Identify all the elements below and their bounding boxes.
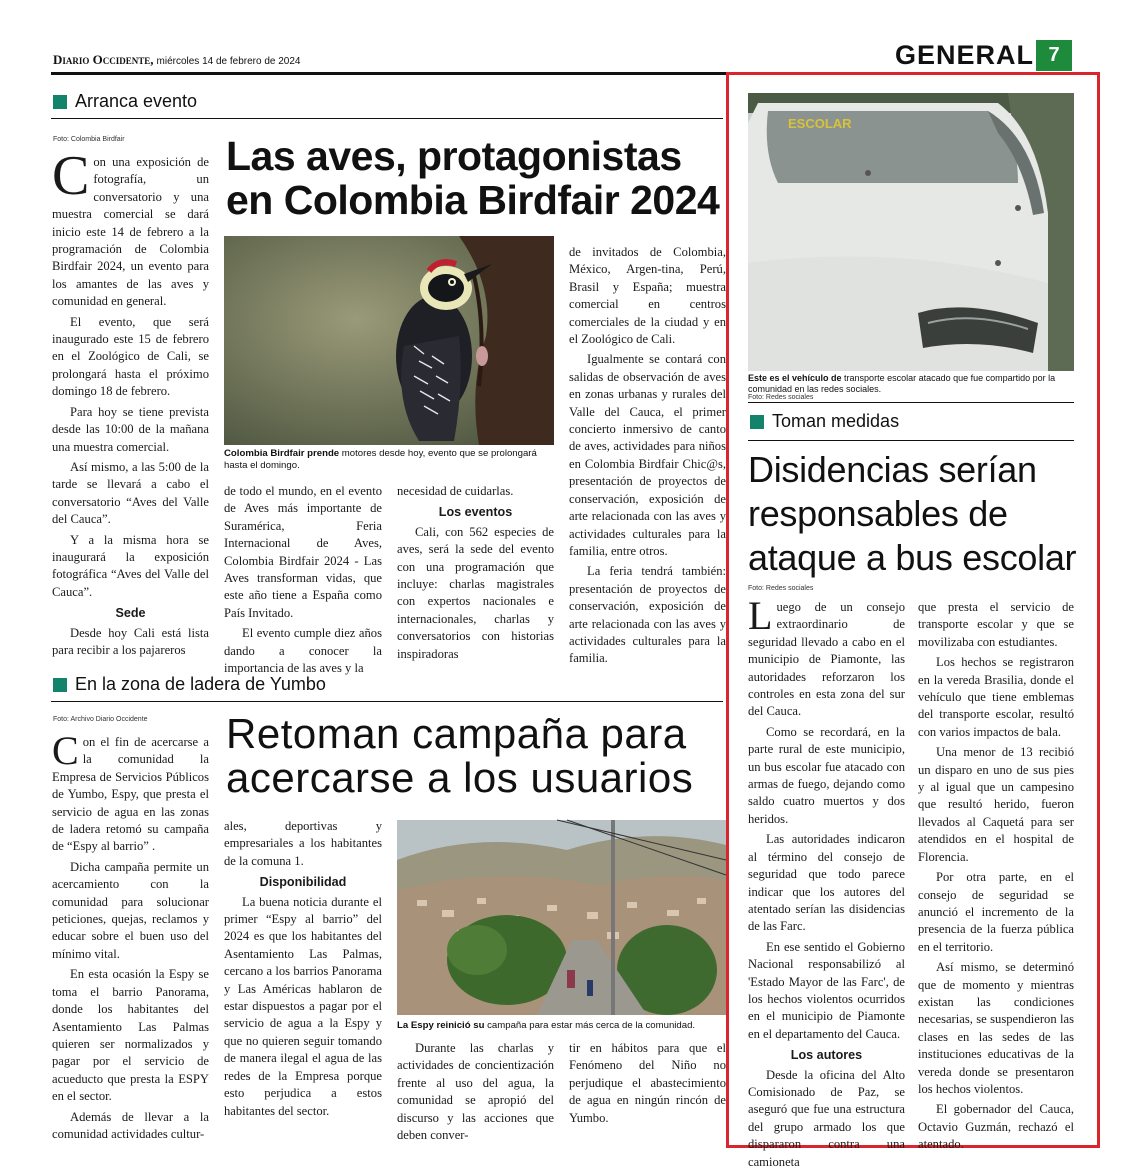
article-column: necesidad de cuidarlas. Los eventos Cali, con 562 especies de aves, será la sede del evento con una programación que incluye: charlas magistrales con expertos nacionales e internacionales, charlas y conversatorios con historias inspiradoras: [397, 484, 554, 661]
divider: [748, 402, 1074, 403]
article-column: Con el fin de acercarse a la comunidad la Empresa de Servicios Públicos de Yumbo, Espy, que presta el servicio de agua en las zonas de ladera retomó su campaña de “Espy al barrio” . Dicha campaña permite un acercamiento con la comunidad para solucionar peticiones, quejas, reclamos y educar sobre el buen uso del mínimo vital. En esta ocasión la Espy se toma el barrio Panorama, donde los habitantes del Asentamiento Las Palmas quieren ser normalizados y pagar por el servicio de acueducto que presta la ESPY en el sector. Además de llevar a la comunidad actividades cultur-: [52, 728, 209, 1141]
photo-caption: Este es el vehículo de transporte escolar atacado que fue compartido por la comunidad en las redes sociales.: [748, 373, 1056, 394]
drop-cap: C: [52, 728, 79, 773]
article-column: ales, deportivas y empresariales a los habitantes de la comuna 1. Disponibilidad La buena noticia durante el primer “Espy al barrio” del 2024 es que los habitantes del Asentamiento Las Palmas, cercano a los barrios Panorama y Las Américas hablaron de estar dispuestos a pagar por el servicio de agua a la Espy y que no quieren seguir tomando de manera ilegal el agua de las redes de la Empresa porque esto perjudica a estos habitantes del sector.: [224, 819, 382, 1118]
photo-credit: Foto: Archivo Diario Occidente: [53, 716, 148, 723]
drop-cap: L: [748, 593, 773, 638]
photo-caption: La Espy reinició su campaña para estar más cerca de la comunidad.: [397, 1020, 696, 1031]
article-column: Durante las charlas y actividades de concientización frente al uso del agua, la comunidad se apropió del discurso y las acciones que deben conver-: [397, 1041, 554, 1143]
page-number: 7: [1048, 44, 1060, 66]
article-column: de todo el mundo, en el evento de Aves más importante de Suramérica, Feria Internacional de Aves, Colombia Birdfair 2024 - Las Aves transforman vidas, que este año tiene a España como País Invitado. El evento cumple diez años dando a conocer la importancia de las aves y la: [224, 484, 382, 676]
article-column: Con una exposición de fotografía, un conversatorio y una muestra comercial se dará inicio este 14 de febrero a la programación de Colombia Birdfair 2024, un evento para los amantes de las aves y comunidad en general. El evento, que será inaugurado este 15 de febrero en el Zoológico de Cali, se prolongará hasta el próximo domingo 18 de febrero. Para hoy se tiene prevista desde las 10:00 de la mañana una muestra comercial. Así mismo, a las 5:00 de la tarde se llevará a cabo el conversatorio “Aves del Valle del Cauca”. Y a la misma hora se inaugurará la exposición fotográfica “Aves del Valle del Cauca”. Sede Desde hoy Cali está lista para recibir a los pajareros: [52, 145, 209, 657]
neighborhood-photo: [397, 820, 726, 1015]
section-marker-icon: [53, 678, 67, 692]
subhead-sede: Sede: [115, 606, 146, 621]
article-column: que presta el servicio de transporte escolar y que se movilizaba con estudiantes. Los hechos se registraron en la vereda Brasilia, donde el vehículo que tiene emblemas del transporte escolar, resultó con varios impactos de bala. Una menor de 13 recibió un disparo en uno de sus pies y al igual que un campesino que resultó herido, fueron llevados al Caquetá para ser atendidos en el hospital de Florencia. Por otra parte, en el consejo de seguridad se anunció el incremento de la presencia de la fuerza pública en el territorio. Así mismo, se determinó que de momento y mientras existan las condiciones necesarias, se suspendieron las clases en las sedes de las instituciones educativas de la vereda donde se presentaron los hechos violentos. El gobernador del Cauca, Octavio Guzmán, rechazó el atentado.: [918, 600, 1074, 1152]
section-label-arranca: Arranca evento: [53, 91, 197, 112]
article-column: Luego de un consejo extraordinario de seguridad llevado a cabo en el municipio de Piamonte, las autoridades reforzaron los controles en esta zona del sur del Cauca. Como se recordará, en la parte rural de este municipio, un bus escolar fue atacado con armas de fuego, dejando como saldo cuatro muertos y dos heridos. Las autoridades indicaron al término del consejo de seguridad que todo parece indicar que los autores del atentado serían las disidencias de las Farc. En ese sentido el Gobierno Nacional responsabilizó al 'Estado Mayor de las Farc', de los hechos violentos ocurridos en el municipio de Piamonte en el departamento del Cauca. Los autores Desde la oficina del Alto Comisionado de Paz, se aseguró que fue una estructura del grupo armado los que dispararon contra una camioneta: [748, 593, 905, 1169]
section-label-yumbo: En la zona de ladera de Yumbo: [53, 674, 326, 695]
paper-name: Diario Occidente,: [53, 52, 154, 67]
section-title: GENERAL: [895, 40, 1035, 70]
subhead-autores: Los autores: [790, 1048, 863, 1063]
drop-cap: C: [52, 145, 90, 207]
subhead-disponibilidad: Disponibilidad: [259, 875, 347, 890]
section-marker-icon: [53, 95, 67, 109]
bus-text: ESCOLAR: [788, 116, 852, 131]
section-marker-icon: [750, 415, 764, 429]
divider: [51, 118, 723, 119]
headline-birdfair: Las aves, protagonistas en Colombia Birdfair 2024: [226, 133, 720, 223]
photo-caption: Colombia Birdfair prende motores desde hoy, evento que se prolongará hasta el domingo.: [224, 448, 537, 471]
subhead-eventos: Los eventos: [438, 505, 513, 520]
section-label-toman: Toman medidas: [750, 411, 899, 432]
divider: [748, 440, 1074, 441]
masthead: [53, 52, 301, 68]
bird-photo: [224, 236, 554, 445]
article-column: tir en hábitos para que el Fenómeno del Niño no perjudique el abastecimiento de agua en ningún rincón de Yumbo.: [569, 1041, 726, 1125]
headline-retoman: Retoman campaña para acercarse a los usuarios: [226, 710, 694, 801]
photo-credit: Foto: Redes sociales: [748, 394, 814, 401]
school-bus-photo: [748, 93, 1074, 371]
page-number-badge: [1036, 40, 1072, 71]
divider: [51, 701, 723, 702]
photo-credit: Foto: Colombia Birdfair: [53, 136, 125, 143]
photo-credit: Foto: Redes sociales: [748, 585, 814, 592]
article-column: de invitados de Colombia, México, Argen-tina, Perú, Brasil y España; muestra comercial en centros comerciales de la ciudad y en el Zoológico de Cali. Igualmente se contará con salidas de observación de aves en zonas urbanas y rurales del Valle del Cauca, el primer concierto inmersivo de canto de aves, actividades para niños en Colombia Birdfair Chic@s, presentación de proyectos de conservación, exposición de arte relacionada con las aves y actividades culturales para la familia, entre otros. La feria tendrá también: presentación de proyectos de conservación, exposición de arte relacionada con las aves y actividades culturales para la familia.: [569, 245, 726, 666]
headline-disidencias: Disidencias serían responsables de ataque a bus escolar: [748, 449, 1077, 578]
issue-date: miércoles 14 de febrero de 2024: [156, 56, 301, 67]
